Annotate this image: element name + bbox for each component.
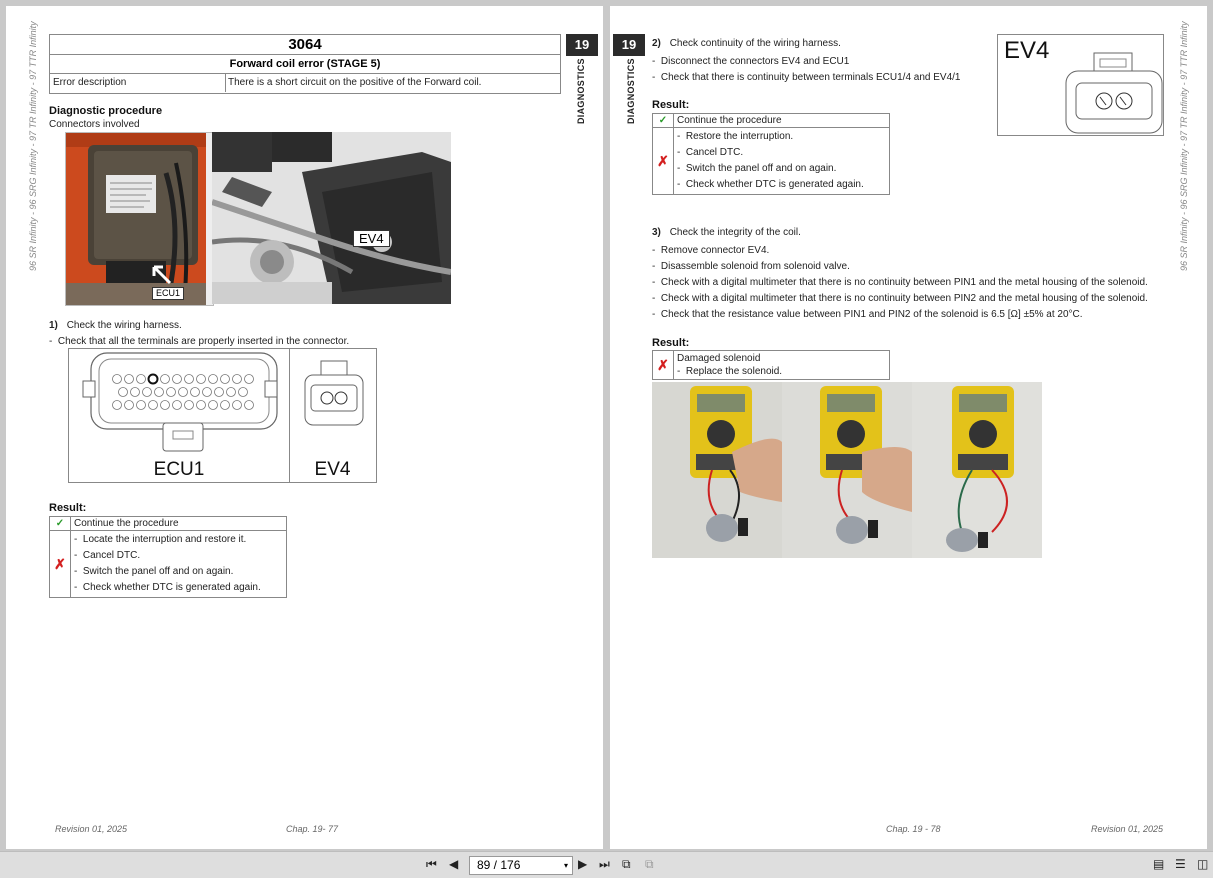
multimeter-photo-2	[782, 382, 912, 558]
ok-text: Continue the procedure	[71, 517, 287, 531]
paste-icon[interactable]: ⧉	[645, 857, 654, 871]
step3-number: 3)	[652, 227, 661, 238]
footer-chapter: Chap. 19 - 78	[886, 824, 941, 834]
ko-item-1: Restore the interruption.	[685, 131, 794, 142]
copy-icon[interactable]: ⧉	[622, 857, 631, 871]
ko-item-4: Check whether DTC is generated again.	[82, 582, 261, 593]
first-page-icon[interactable]: ⏮	[426, 857, 437, 871]
result-table: ✓ Continue the procedure ✗ - Locate the interruption and restore it. - Cancel DTC. - Switch the panel off and on again. - Check whether DTC is generated again.	[49, 516, 287, 598]
step3-list: - Remove connector EV4. - Disassemble solenoid from solenoid valve. - Check with a digital multimeter that there is no continuity between PIN1 and the metal housing of the solenoid. - Check with a digital multimeter that there is no continuity between PIN2 and the metal housing of the solenoid. - Check that the resistance value between PIN1 and PIN2 of the solenoid is 6.5 [Ω] ±5% at 20°C.	[652, 245, 1148, 320]
step3-item-4: Check with a digital multimeter that there is no continuity between PIN2 and the metal housing of the solenoid.	[660, 293, 1148, 304]
ev4-photo-label: EV4	[353, 230, 390, 247]
step2-list: - Disconnect the connectors EV4 and ECU1 - Check that there is continuity between terminals ECU1/4 and EV4/1	[652, 56, 961, 83]
step2-item-1: Disconnect the connectors EV4 and ECU1	[660, 56, 850, 67]
step1	[49, 320, 182, 331]
last-page-icon[interactable]: ⏭	[599, 857, 610, 871]
diag-heading: Diagnostic procedure	[49, 105, 163, 117]
left-page	[6, 6, 603, 849]
connector-diagram	[68, 348, 377, 483]
step3-item-1: Remove connector EV4.	[660, 245, 770, 256]
prev-page-icon[interactable]: ◀	[449, 857, 459, 871]
cross-icon: ✗	[653, 128, 674, 195]
viewer-toolbar	[0, 851, 1213, 878]
connectors-involved: Connectors involved	[49, 119, 140, 130]
footer-chapter: Chap. 19- 77	[286, 824, 339, 834]
ko-item-2: Cancel DTC.	[82, 550, 141, 561]
chapter-tab: 19	[613, 34, 645, 56]
result-label: Result:	[652, 99, 690, 111]
step2-title: Check continuity of the wiring harness.	[669, 38, 841, 49]
ecu1-diagram-label: ECU1	[153, 459, 205, 480]
error-desc-value: There is a short circuit on the positive of the Forward coil.	[228, 77, 482, 88]
step3-item-5: Check that the resistance value between PIN1 and PIN2 of the solenoid is 6.5 [Ω] ±5% at 20°C.	[660, 309, 1083, 320]
cross-icon: ✗	[653, 351, 674, 380]
next-page-icon[interactable]: ▶	[578, 857, 588, 871]
ko-item-1: Locate the interruption and restore it.	[82, 534, 247, 545]
step2-number: 2)	[652, 38, 661, 49]
check-icon: ✓	[653, 114, 674, 128]
replace-solenoid: Replace the solenoid.	[685, 366, 783, 377]
ok-text: Continue the procedure	[674, 114, 890, 128]
error-header-table	[49, 34, 561, 94]
step1-item: - Check that all the terminals are properly inserted in the connector.	[49, 336, 350, 347]
page-number-select[interactable]	[469, 856, 573, 875]
multimeter-photos	[652, 382, 1042, 558]
page-indicator: 89 / 176	[477, 858, 521, 872]
step3-title: Check the integrity of the coil.	[669, 227, 801, 238]
ecu-photo	[65, 132, 214, 306]
two-page-view-icon[interactable]: ◫	[1197, 857, 1209, 871]
step3-item-3: Check with a digital multimeter that there is no continuity between PIN1 and the metal housing of the solenoid.	[660, 277, 1148, 288]
error-desc-label: Error description	[53, 77, 127, 88]
damaged-solenoid: Damaged solenoid	[677, 353, 761, 364]
ecu-photo-label: ECU1	[152, 287, 184, 300]
ko-item-3: Switch the panel off and on again.	[82, 566, 234, 577]
chevron-down-icon: ▾	[563, 861, 568, 870]
error-title: Forward coil error (STAGE 5)	[50, 55, 560, 74]
step2-item-2: Check that there is continuity between terminals ECU1/4 and EV4/1	[660, 72, 961, 83]
chapter-tab: 19	[566, 34, 598, 56]
step3	[652, 227, 801, 238]
step1-title: Check the wiring harness.	[66, 320, 182, 331]
chapter-name-vertical: DIAGNOSTICS	[576, 58, 586, 124]
footer-revision: Revision 01, 2025	[1091, 824, 1164, 834]
side-models-text: 96 SR Infinity - 96 SRG Infinity - 97 TR Infinity - 97 TTR Infinity	[1179, 21, 1189, 271]
step2	[652, 38, 841, 49]
ko-item-4: Check whether DTC is generated again.	[685, 179, 864, 190]
result-table: ✓ Continue the procedure ✗ - Restore the interruption. - Cancel DTC. - Switch the panel off and on again. - Check whether DTC is generated again.	[652, 113, 890, 195]
footer-revision: Revision 01, 2025	[55, 824, 128, 834]
ev4-connector-box	[997, 34, 1164, 136]
step1-item-text: Check that all the terminals are properly inserted in the connector.	[57, 336, 350, 347]
result-label-2: Result:	[652, 337, 690, 349]
chapter-name-vertical: DIAGNOSTICS	[626, 58, 636, 124]
continuous-view-icon[interactable]: ☰	[1175, 857, 1186, 871]
right-page	[610, 6, 1207, 849]
step3-item-2: Disassemble solenoid from solenoid valve.	[660, 261, 850, 272]
error-code: 3064	[50, 35, 560, 55]
result-label: Result:	[49, 502, 87, 514]
check-icon: ✓	[50, 517, 71, 531]
step1-number: 1)	[49, 320, 58, 331]
ev4-diagram-label: EV4	[314, 459, 351, 480]
ev4-box-label: EV4	[1004, 37, 1050, 64]
cross-icon: ✗	[50, 531, 71, 598]
ko-item-3: Switch the panel off and on again.	[685, 163, 837, 174]
side-models-text: 96 SR Infinity - 96 SRG Infinity - 97 TR Infinity - 97 TTR Infinity	[28, 21, 38, 271]
single-page-view-icon[interactable]: ▤	[1153, 857, 1165, 871]
ev4-photo	[212, 132, 451, 304]
multimeter-photo-3	[912, 382, 1042, 558]
result-table-2: ✗ Damaged solenoid - Replace the solenoid.	[652, 350, 890, 380]
multimeter-photo-1	[652, 382, 782, 558]
ko-item-2: Cancel DTC.	[685, 147, 744, 158]
